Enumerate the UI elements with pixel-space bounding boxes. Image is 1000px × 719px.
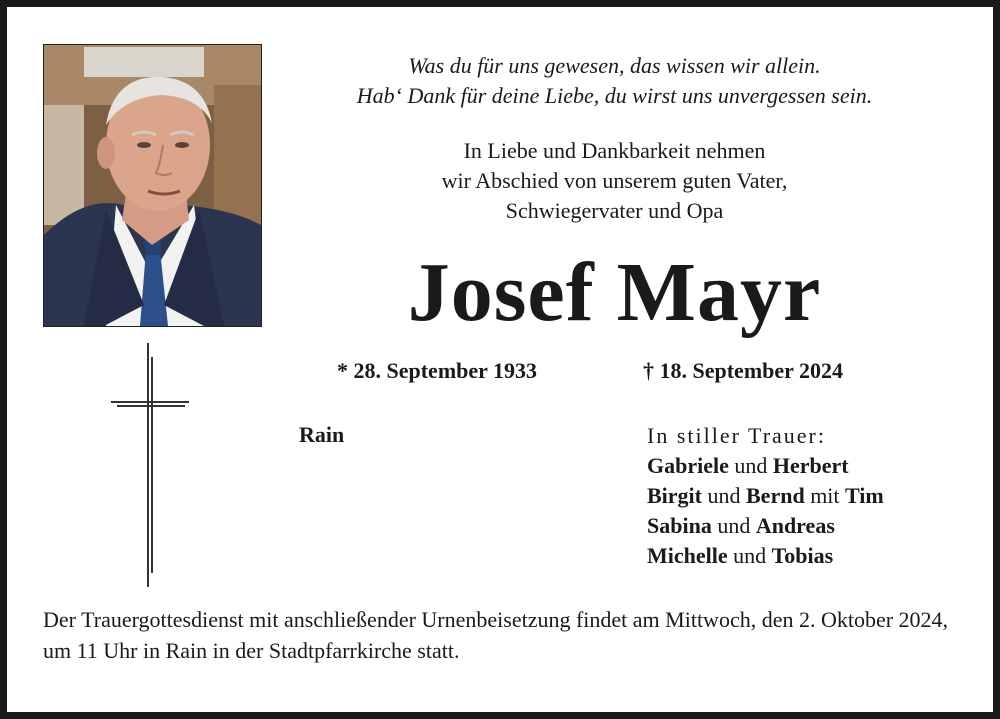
mourner-line: Gabriele und Herbert: [647, 453, 849, 478]
cross-icon: [111, 343, 191, 593]
birth-date: * 28. September 1933: [337, 358, 538, 383]
death-date: † 18. September 2024: [643, 358, 844, 383]
portrait-photo: [43, 44, 262, 327]
intro-line-3: Schwiegervater und Opa: [505, 198, 724, 223]
residence-place: Rain: [299, 422, 345, 447]
intro-line-2: wir Abschied von unserem guten Vater,: [441, 168, 788, 193]
intro-line-1: In Liebe und Dankbarkeit nehmen: [463, 138, 766, 163]
mourner-line: Birgit und Bernd mit Tim: [647, 483, 884, 508]
mourners-block: [647, 421, 977, 571]
motto-line-1: Was du für uns gewesen, das wissen wir allein.: [408, 53, 821, 78]
mourners-heading: In stiller Trauer:: [647, 423, 826, 448]
motto-verse: [282, 51, 947, 111]
service-announcement: Der Trauergottesdienst mit anschließender Urnenbeisetzung findet am Mittwoch, den 2. Oktober 2024, um 11 Uhr in Rain in der Stadtpfarrkirche statt.: [43, 607, 949, 663]
intro-text: [282, 136, 947, 226]
deceased-name: Josef Mayr: [407, 246, 822, 339]
mourner-line: Sabina und Andreas: [647, 513, 835, 538]
motto-line-2: Hab‘ Dank für deine Liebe, du wirst uns unvergessen sein.: [356, 83, 873, 108]
mourner-line: Michelle und Tobias: [647, 543, 834, 568]
